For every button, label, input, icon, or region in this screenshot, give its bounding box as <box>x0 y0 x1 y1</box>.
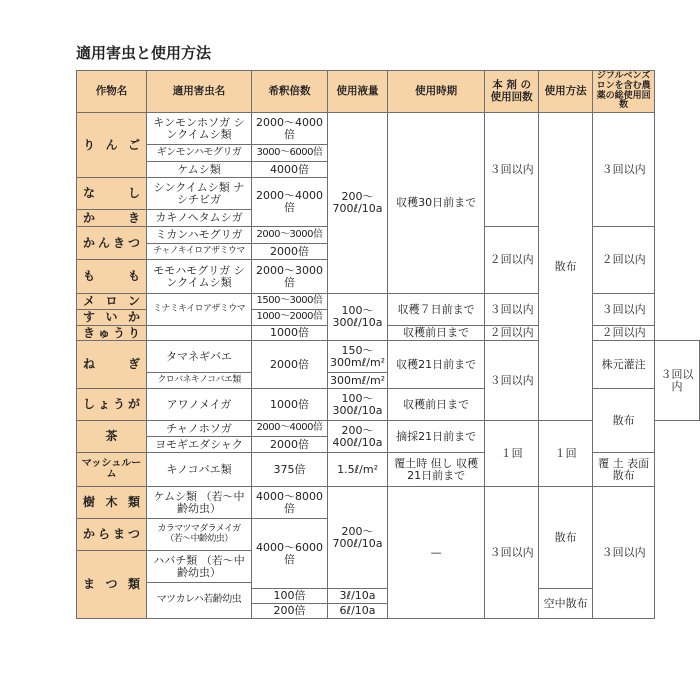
dilution-cell: 375倍 <box>252 453 328 487</box>
page-title: 適用害虫と使用方法 <box>76 44 212 62</box>
table-row <box>77 453 700 487</box>
pesticide-table <box>76 70 700 619</box>
table-row <box>77 389 700 421</box>
header-volume: 使用液量 <box>328 71 388 113</box>
count-cell: ３回以内 <box>485 341 539 421</box>
dilution-cell: 2000～4000倍 <box>252 421 328 437</box>
header-method: 使用方法 <box>539 71 593 113</box>
dilution-cell: 2000倍 <box>252 341 328 389</box>
pest-cell: チャノキイロアザミウマ <box>147 244 252 260</box>
timing-cell: 覆土時 但し 収穫21日前まで <box>388 453 485 487</box>
total-count-cell: ２回以内 <box>593 326 655 341</box>
header-dilution: 希釈倍数 <box>252 71 328 113</box>
method-cell: 空中散布 <box>539 589 593 619</box>
volume-cell: 200～ 700ℓ/10a <box>328 113 388 294</box>
pest-cell: アワノメイガ <box>147 389 252 421</box>
total-count-cell: ３回以内 <box>655 341 700 421</box>
dilution-cell: 4000倍 <box>252 162 328 178</box>
volume-cell: 200～ 700ℓ/10a <box>328 487 388 589</box>
volume-cell: 100～ 300ℓ/10a <box>328 389 388 421</box>
crop-ringo: り ん ご <box>77 113 147 178</box>
crop-kyuri: きゅうり <box>77 326 147 341</box>
method-cell: 散布 <box>593 389 655 453</box>
total-count-cell: ３回以内 <box>593 294 655 326</box>
dilution-cell: 1000倍 <box>252 389 328 421</box>
timing-cell: 収穫21日前まで <box>388 341 485 389</box>
timing-cell: 摘採21日前まで <box>388 421 485 453</box>
count-cell: ３回以内 <box>485 113 539 227</box>
pest-cell: シンクイムシ類 ナシチビガ <box>147 178 252 210</box>
header-count: 本 剤 の 使用回数 <box>485 71 539 113</box>
timing-cell: 収穫前日まで <box>388 389 485 421</box>
crop-momo: も も <box>77 260 147 294</box>
pest-cell: キノコバエ類 <box>147 453 252 487</box>
count-cell: ２回以内 <box>485 326 539 341</box>
crop-mushroom: マッシュルーム <box>77 453 147 487</box>
header-row <box>77 71 700 113</box>
pest-cell: ミカンハモグリガ <box>147 227 252 244</box>
pest-cell: ハバチ類 （若～中齢幼虫） <box>147 551 252 583</box>
header-total-count: ジフルベンズロンを含む農薬の総使用回数 <box>593 71 655 113</box>
volume-cell: 1.5ℓ/m² <box>328 453 388 487</box>
pest-cell: カラマツマダラメイガ （若～中齢幼虫） <box>147 519 252 551</box>
pest-cell: ヨモギエダシャク <box>147 437 252 453</box>
pest-cell: ケムシ類 <box>147 162 252 178</box>
count-cell: ２回以内 <box>485 227 539 294</box>
volume-cell: 3ℓ/10a <box>328 589 388 604</box>
timing-cell: 収穫７日前まで <box>388 294 485 326</box>
pest-cell: ケムシ類 （若～中齢幼虫） <box>147 487 252 519</box>
count-cell: ３回以内 <box>485 294 539 326</box>
total-count-cell: １回 <box>539 421 593 487</box>
method-cell: 株元灌注 <box>593 341 655 389</box>
table-row <box>77 113 700 145</box>
crop-kaki: か き <box>77 210 147 227</box>
total-count-cell: ３回以内 <box>593 487 655 619</box>
dilution-cell: 1000倍 <box>252 326 328 341</box>
crop-nashi: な し <box>77 178 147 210</box>
dilution-cell: 100倍 <box>252 589 328 604</box>
dilution-cell: 200倍 <box>252 604 328 619</box>
volume-cell: 100～ 300ℓ/10a <box>328 294 388 341</box>
crop-jumoku: 樹 木 類 <box>77 487 147 519</box>
volume-cell: 150～ 300mℓ/m² <box>328 341 388 373</box>
method-cell: 散布 <box>539 113 593 421</box>
crop-kankitsu: かんきつ <box>77 227 147 260</box>
method-cell: 覆 土 表面散布 <box>593 453 655 487</box>
volume-cell: 200～ 400ℓ/10a <box>328 421 388 453</box>
pest-cell: タマネギバエ <box>147 341 252 373</box>
crop-melon: メ ロ ン <box>77 294 147 310</box>
pest-cell: ギンモンハモグリガ <box>147 145 252 162</box>
method-cell: 散布 <box>539 487 593 589</box>
dilution-cell: 2000～3000倍 <box>252 260 328 294</box>
table-row <box>77 294 700 310</box>
pest-cell <box>147 326 252 341</box>
timing-cell: — <box>388 487 485 619</box>
pest-cell: ミナミキイロアザミウマ <box>147 294 252 326</box>
count-cell: ３回以内 <box>485 487 539 619</box>
crop-cha: 茶 <box>77 421 147 453</box>
dilution-cell: 4000～8000倍 <box>252 487 328 519</box>
crop-negi: ね ぎ <box>77 341 147 389</box>
crop-karamatsu: からまつ <box>77 519 147 551</box>
pest-cell: クロバネキノコバエ類 <box>147 373 252 389</box>
dilution-cell: 2000～3000倍 <box>252 227 328 244</box>
timing-cell: 収穫30日前まで <box>388 113 485 294</box>
table-row <box>77 487 700 519</box>
dilution-cell: 2000～4000倍 <box>252 178 328 227</box>
table-row <box>77 326 700 341</box>
pest-cell: キンモンホソガ シンクイムシ類 <box>147 113 252 145</box>
dilution-cell: 4000～6000倍 <box>252 519 328 589</box>
count-cell: １回 <box>485 421 539 487</box>
dilution-cell: 2000倍 <box>252 244 328 260</box>
total-count-cell: ２回以内 <box>593 227 655 294</box>
crop-matsu: ま つ 類 <box>77 551 147 619</box>
volume-cell: 6ℓ/10a <box>328 604 388 619</box>
crop-suika: す い か <box>77 310 147 326</box>
crop-shoga: しょうが <box>77 389 147 421</box>
header-crop: 作物名 <box>77 71 147 113</box>
timing-cell: 収穫前日まで <box>388 326 485 341</box>
dilution-cell: 2000倍 <box>252 437 328 453</box>
pest-cell: チャノホソガ <box>147 421 252 437</box>
dilution-cell: 3000～6000倍 <box>252 145 328 162</box>
volume-cell: 300mℓ/m² <box>328 373 388 389</box>
pest-cell: モモハモグリガ シンクイムシ類 <box>147 260 252 294</box>
total-count-cell: ３回以内 <box>593 113 655 227</box>
table-row <box>77 341 700 373</box>
header-timing: 使用時期 <box>388 71 485 113</box>
pest-cell: マツカレハ若齢幼虫 <box>147 583 252 619</box>
dilution-cell: 1500～3000倍 <box>252 294 328 310</box>
dilution-cell: 2000～4000倍 <box>252 113 328 145</box>
pest-cell: カキノヘタムシガ <box>147 210 252 227</box>
dilution-cell: 1000～2000倍 <box>252 310 328 326</box>
header-pest: 適用害虫名 <box>147 71 252 113</box>
